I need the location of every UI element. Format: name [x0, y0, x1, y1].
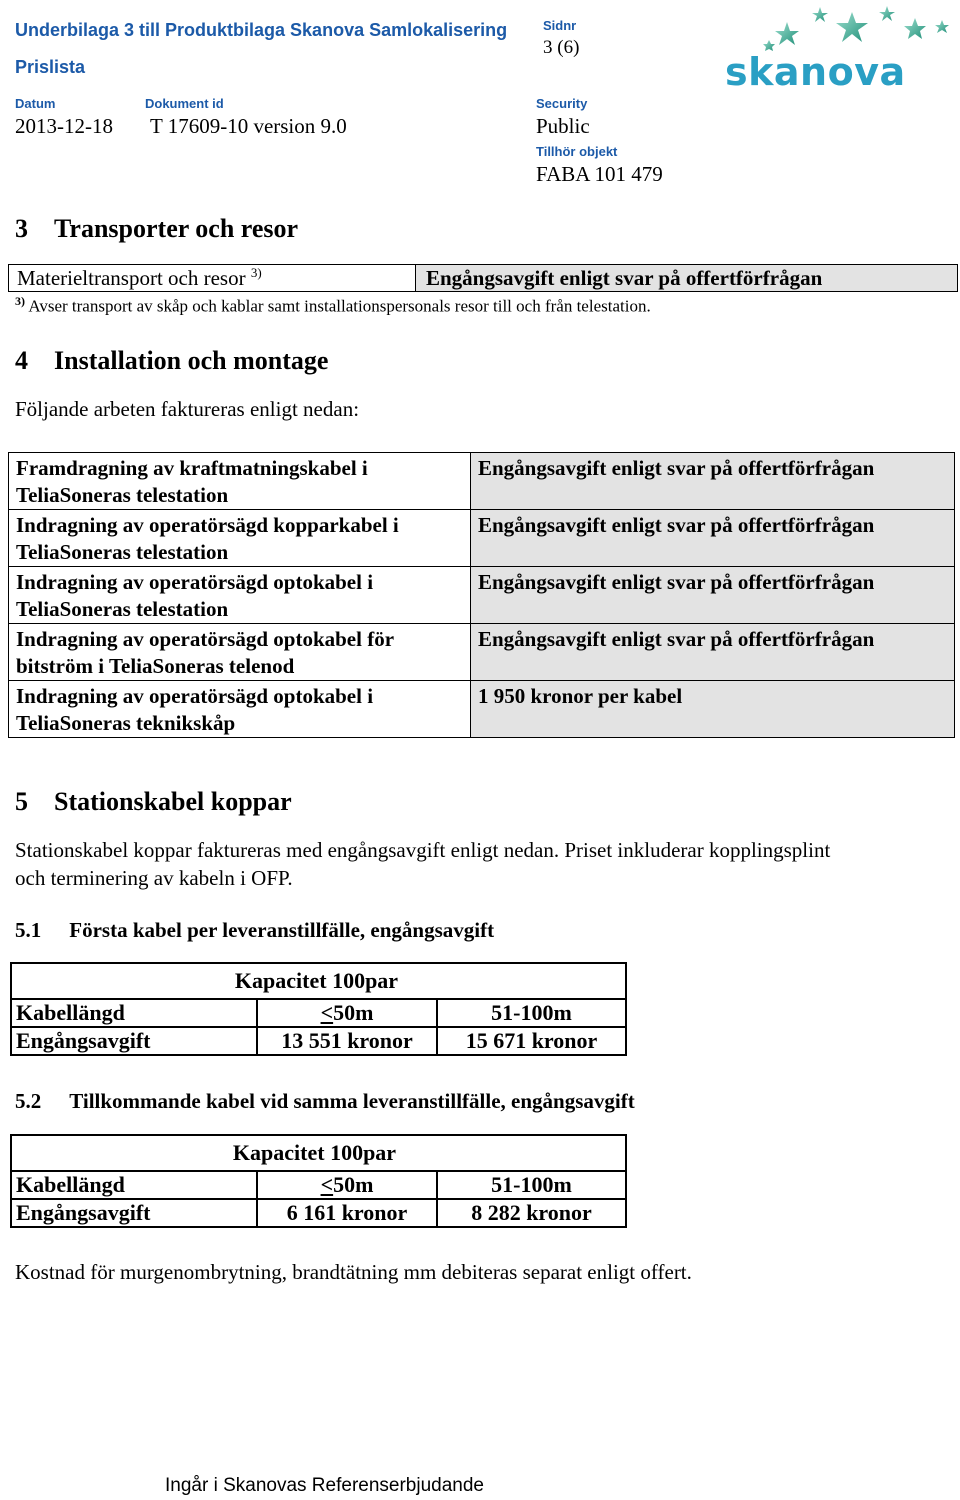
- section-5-heading: [15, 787, 292, 817]
- transport-table: [8, 264, 958, 292]
- tillhor-objekt-value: FABA 101 479: [536, 162, 663, 186]
- engangsavgift-label: Engångsavgift: [11, 1027, 257, 1055]
- length-under-50: [257, 999, 437, 1027]
- footer-text: Ingår i Skanovas Referenserbjudande: [165, 1475, 484, 1496]
- section-5-1-heading: [15, 918, 494, 943]
- price-table-additional-cable: [10, 1134, 627, 1228]
- footnote-mark: 3): [15, 294, 25, 308]
- item-line1: Framdragning av kraftmatningskabel i: [16, 456, 368, 480]
- table-row: [11, 1027, 626, 1055]
- installation-price: Engångsavgift enligt svar på offertförfrågan: [471, 453, 955, 510]
- length-51-100: 51-100m: [437, 999, 626, 1027]
- installation-item: [9, 510, 471, 567]
- length-under-50-value: 50m: [333, 1000, 374, 1025]
- price-under-50: 6 161 kronor: [257, 1199, 437, 1227]
- datum-label: Datum: [15, 96, 56, 111]
- table-row: [11, 1135, 626, 1171]
- item-line1: Indragning av operatörsägd optokabel i: [16, 570, 374, 594]
- kabellangd-label: Kabellängd: [11, 1171, 257, 1199]
- table-row: [9, 265, 958, 292]
- item-line1: Indragning av operatörsägd optokabel för: [16, 627, 395, 651]
- capacity-label: Kapacitet 100par: [234, 968, 399, 993]
- transport-footnote-ref: 3): [250, 265, 262, 280]
- section-4-number: 4: [15, 346, 28, 375]
- price-51-100: 15 671 kronor: [437, 1027, 626, 1055]
- capacity-header: [11, 963, 626, 999]
- item-line1: Indragning av operatörsägd kopparkabel i: [16, 513, 399, 537]
- security-label: Security: [536, 96, 588, 111]
- length-under-50-value: 50m: [333, 1172, 374, 1197]
- length-under-50: [257, 1171, 437, 1199]
- installation-item: [9, 567, 471, 624]
- installation-price: Engångsavgift enligt svar på offertförfrågan: [471, 510, 955, 567]
- price-under-50: 13 551 kronor: [257, 1027, 437, 1055]
- section-5-1-title: Första kabel per leveranstillfälle, engångsavgift: [69, 918, 495, 942]
- dokument-id-value: T 17609-10 version 9.0: [150, 114, 347, 138]
- section-3-number: 3: [15, 214, 28, 243]
- section-4-intro: Följande arbeten faktureras enligt nedan:: [15, 397, 360, 421]
- footnote-text: Avser transport av skåp och kablar samt installationspersonals resor till och från telestation.: [28, 296, 651, 316]
- table-row: [9, 510, 955, 567]
- installation-item: [9, 453, 471, 510]
- section-5-2-heading: [15, 1089, 635, 1114]
- closing-note: Kostnad för murgenombrytning, brandtätning mm debiteras separat enligt offert.: [15, 1260, 692, 1284]
- section-5-intro-line1: Stationskabel koppar faktureras med engångsavgift enligt nedan. Priset inkluderar kopplingsplint: [15, 838, 831, 862]
- table-row: [11, 963, 626, 999]
- section-5-1-number: 5.1: [15, 918, 42, 942]
- table-row: [9, 681, 955, 738]
- transport-label-cell: [9, 265, 416, 292]
- table-row: [9, 624, 955, 681]
- item-line2: TeliaSoneras telestation: [16, 483, 229, 507]
- table-row: [9, 567, 955, 624]
- logo-wordmark: skanova: [725, 50, 906, 94]
- security-value: Public: [536, 114, 590, 138]
- item-line2: TeliaSoneras telestation: [16, 540, 229, 564]
- skanova-logo: [725, 4, 955, 94]
- section-5-2-title: Tillkommande kabel vid samma leveranstillfälle, engångsavgift: [69, 1089, 635, 1113]
- item-line2: TeliaSoneras telestation: [16, 597, 229, 621]
- datum-value: 2013-12-18: [15, 114, 113, 138]
- item-line1: Indragning av operatörsägd optokabel i: [16, 684, 374, 708]
- stars-icon: [725, 4, 955, 54]
- document-title: Underbilaga 3 till Produktbilaga Skanova Samlokalisering: [15, 20, 508, 40]
- less-than-symbol: <: [320, 1000, 334, 1025]
- transport-label: Materieltransport och resor: [17, 266, 246, 290]
- kabellangd-label: Kabellängd: [11, 999, 257, 1027]
- sidnr-value: 3 (6): [543, 37, 580, 58]
- installation-table: [8, 452, 955, 738]
- price-table-first-cable: [10, 962, 627, 1056]
- dokument-id-label: Dokument id: [145, 96, 224, 111]
- less-than-symbol: <: [320, 1172, 334, 1197]
- table-row: [11, 999, 626, 1027]
- installation-item: [9, 681, 471, 738]
- section-3-title: Transporter och resor: [54, 214, 299, 243]
- installation-item: [9, 624, 471, 681]
- table-row: [9, 453, 955, 510]
- section-5-number: 5: [15, 787, 28, 816]
- table-row: [11, 1199, 626, 1227]
- item-line2: bitström i TeliaSoneras telenod: [16, 654, 295, 678]
- section-4-heading: [15, 346, 328, 376]
- section-5-2-number: 5.2: [15, 1089, 42, 1113]
- item-line2: TeliaSoneras teknikskåp: [16, 711, 236, 735]
- installation-price: Engångsavgift enligt svar på offertförfrågan: [471, 624, 955, 681]
- installation-price: Engångsavgift enligt svar på offertförfrågan: [471, 567, 955, 624]
- tillhor-objekt-label: Tillhör objekt: [536, 144, 618, 159]
- price-51-100: 8 282 kronor: [437, 1199, 626, 1227]
- installation-price: 1 950 kronor per kabel: [471, 681, 955, 738]
- document-subtitle: Prislista: [15, 57, 86, 77]
- sidnr-label: Sidnr: [543, 18, 577, 33]
- section-4-title: Installation och montage: [54, 346, 329, 375]
- section-5-title: Stationskabel koppar: [54, 787, 292, 816]
- section-3-heading: [15, 214, 298, 244]
- engangsavgift-label: Engångsavgift: [11, 1199, 257, 1227]
- capacity-header: [11, 1135, 626, 1171]
- length-51-100: 51-100m: [437, 1171, 626, 1199]
- transport-footnote: [15, 294, 651, 317]
- capacity-label: Kapacitet 100par: [232, 1140, 397, 1165]
- table-row: [11, 1171, 626, 1199]
- transport-price-cell: Engångsavgift enligt svar på offertförfrågan: [416, 265, 958, 292]
- section-5-intro-line2: och terminering av kabeln i OFP.: [15, 866, 293, 890]
